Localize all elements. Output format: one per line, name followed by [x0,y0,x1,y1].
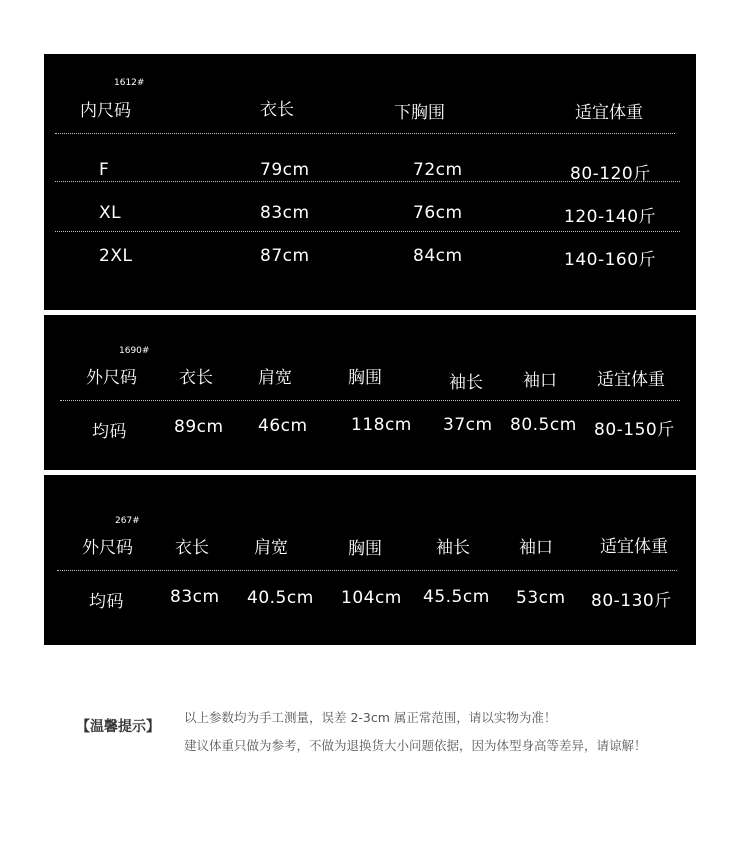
row-2xl-size: 2XL [99,246,133,266]
onesize-sleeve: 45.5cm [423,587,490,607]
tips-line-2: 建议体重只做为参考，不做为退换货大小问题依据，因为体型身高等差异，请谅解！ [184,738,647,753]
header-chest: 胸围 [348,368,382,388]
tips-line-1: 以上参数均为手工测量，误差 2-3cm 属正常范围，请以实物为准！ [184,710,557,725]
row-f-weight: 80-120斤 [570,164,651,184]
size-table-267 [44,475,696,645]
tips-title: 【温馨提示】 [76,719,160,735]
header-length: 衣长 [260,100,294,120]
row-f-underbust: 72cm [413,160,463,180]
header-cuff: 袖口 [519,538,553,558]
onesize-label: 均码 [92,422,127,442]
row-xl-underbust: 76cm [413,203,463,223]
row-xl-weight: 120-140斤 [564,207,657,227]
header-chest: 胸围 [348,539,382,559]
row-xl-size: XL [99,203,122,223]
divider [55,231,680,232]
header-underbust: 下胸围 [394,103,445,123]
onesize-weight: 80-130斤 [591,591,672,611]
onesize-cuff: 80.5cm [510,415,577,435]
product-code: 1612# [114,78,145,88]
product-code: 1690# [119,346,150,356]
divider [57,570,677,571]
header-size: 内尺码 [80,101,131,121]
onesize-cuff: 53cm [516,588,566,608]
onesize-weight: 80-150斤 [594,420,675,440]
onesize-sleeve: 37cm [443,415,493,435]
header-sleeve: 袖长 [449,373,483,393]
header-length: 衣长 [179,368,213,388]
header-size: 外尺码 [82,538,133,558]
onesize-length: 89cm [174,417,224,437]
divider [55,181,680,182]
onesize-chest: 118cm [351,415,412,435]
header-size: 外尺码 [86,368,137,388]
onesize-label: 均码 [89,592,124,612]
size-table-1690 [44,315,696,470]
divider [60,400,680,401]
onesize-chest: 104cm [341,588,402,608]
row-2xl-weight: 140-160斤 [564,250,657,270]
onesize-length: 83cm [170,587,220,607]
header-length: 衣长 [175,538,209,558]
header-weight: 适宜体重 [597,370,665,390]
onesize-shoulder: 40.5cm [247,588,314,608]
row-f-size: F [99,160,110,180]
row-f-length: 79cm [260,160,310,180]
row-2xl-length: 87cm [260,246,310,266]
size-table-1612 [44,54,696,310]
header-sleeve: 袖长 [436,538,470,558]
row-2xl-underbust: 84cm [413,246,463,266]
product-code: 267# [115,516,140,526]
row-xl-length: 83cm [260,203,310,223]
onesize-shoulder: 46cm [258,416,308,436]
header-weight: 适宜体重 [600,537,668,557]
header-shoulder: 肩宽 [258,368,292,388]
header-shoulder: 肩宽 [254,538,288,558]
header-cuff: 袖口 [523,371,557,391]
divider [55,133,675,134]
header-weight: 适宜体重 [575,103,643,123]
